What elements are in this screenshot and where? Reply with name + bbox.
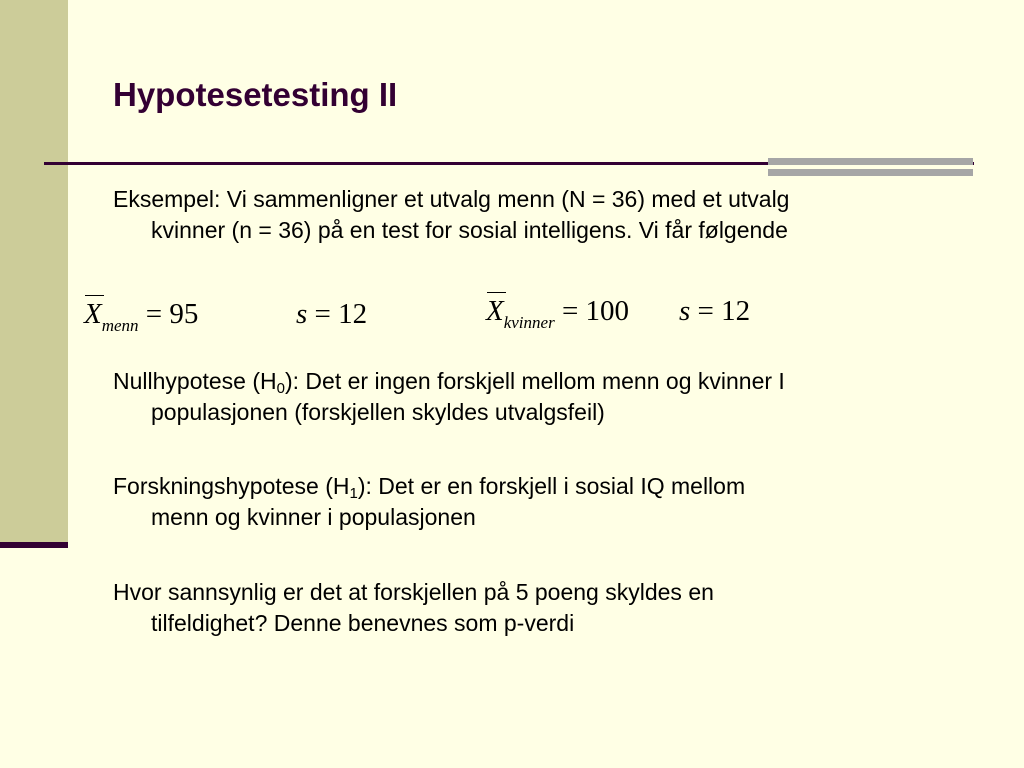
- rule-accent-bar-bottom: [768, 169, 973, 176]
- null-hypothesis-line-2: populasjonen (forskjellen skyldes utvalgsfeil): [151, 399, 605, 425]
- intro-line-1: Eksempel: Vi sammenligner et utvalg menn (N = 36) med et utvalg: [113, 186, 790, 212]
- men-mean-value: = 95: [138, 298, 199, 330]
- women-mean-value: = 100: [554, 295, 630, 327]
- null-hypothesis-paragraph: [113, 366, 963, 428]
- women-sd-value: = 12: [690, 295, 751, 327]
- null-hypothesis-subscript: 0: [276, 380, 285, 397]
- research-hypothesis-text: ): Det er en forskjell i sosial IQ mellom: [357, 473, 746, 499]
- question-line-1: Hvor sannsynlig er det at forskjellen på 5 poeng skyldes en: [113, 579, 714, 605]
- women-mean-symbol: X: [486, 295, 504, 327]
- men-mean-subscript: menn: [101, 316, 139, 335]
- research-hypothesis-paragraph: [113, 471, 963, 533]
- women-sd-symbol: s: [679, 295, 691, 327]
- intro-line-2: kvinner (n = 36) på en test for sosial intelligens. Vi får følgende: [151, 217, 788, 243]
- research-hypothesis-line-2: menn og kvinner i populasjonen: [151, 504, 476, 530]
- men-mean-equation: [84, 298, 199, 335]
- left-accent-bar: [0, 542, 68, 548]
- slide-title: Hypotesetesting II: [113, 76, 398, 113]
- null-hypothesis-text: ): Det er ingen forskjell mellom menn og kvinner I: [284, 368, 785, 394]
- rule-accent-bar-top: [768, 158, 973, 165]
- women-mean-subscript: kvinner: [503, 313, 555, 332]
- question-line-2: tilfeldighet? Denne benevnes som p-verdi: [151, 610, 575, 636]
- intro-paragraph: [113, 184, 963, 246]
- men-sd-symbol: s: [296, 298, 308, 330]
- left-accent-band: [0, 0, 68, 548]
- women-mean-equation: [486, 295, 630, 332]
- men-sd-value: = 12: [307, 298, 368, 330]
- rule-accent: [768, 158, 973, 179]
- research-hypothesis-prefix: Forskningshypotese (H: [113, 473, 350, 499]
- women-sd-equation: [679, 295, 750, 328]
- research-hypothesis-subscript: 1: [349, 485, 358, 502]
- null-hypothesis-prefix: Nullhypotese (H: [113, 368, 277, 394]
- men-mean-symbol: X: [84, 298, 102, 330]
- men-sd-equation: [296, 298, 367, 331]
- question-paragraph: [113, 577, 963, 639]
